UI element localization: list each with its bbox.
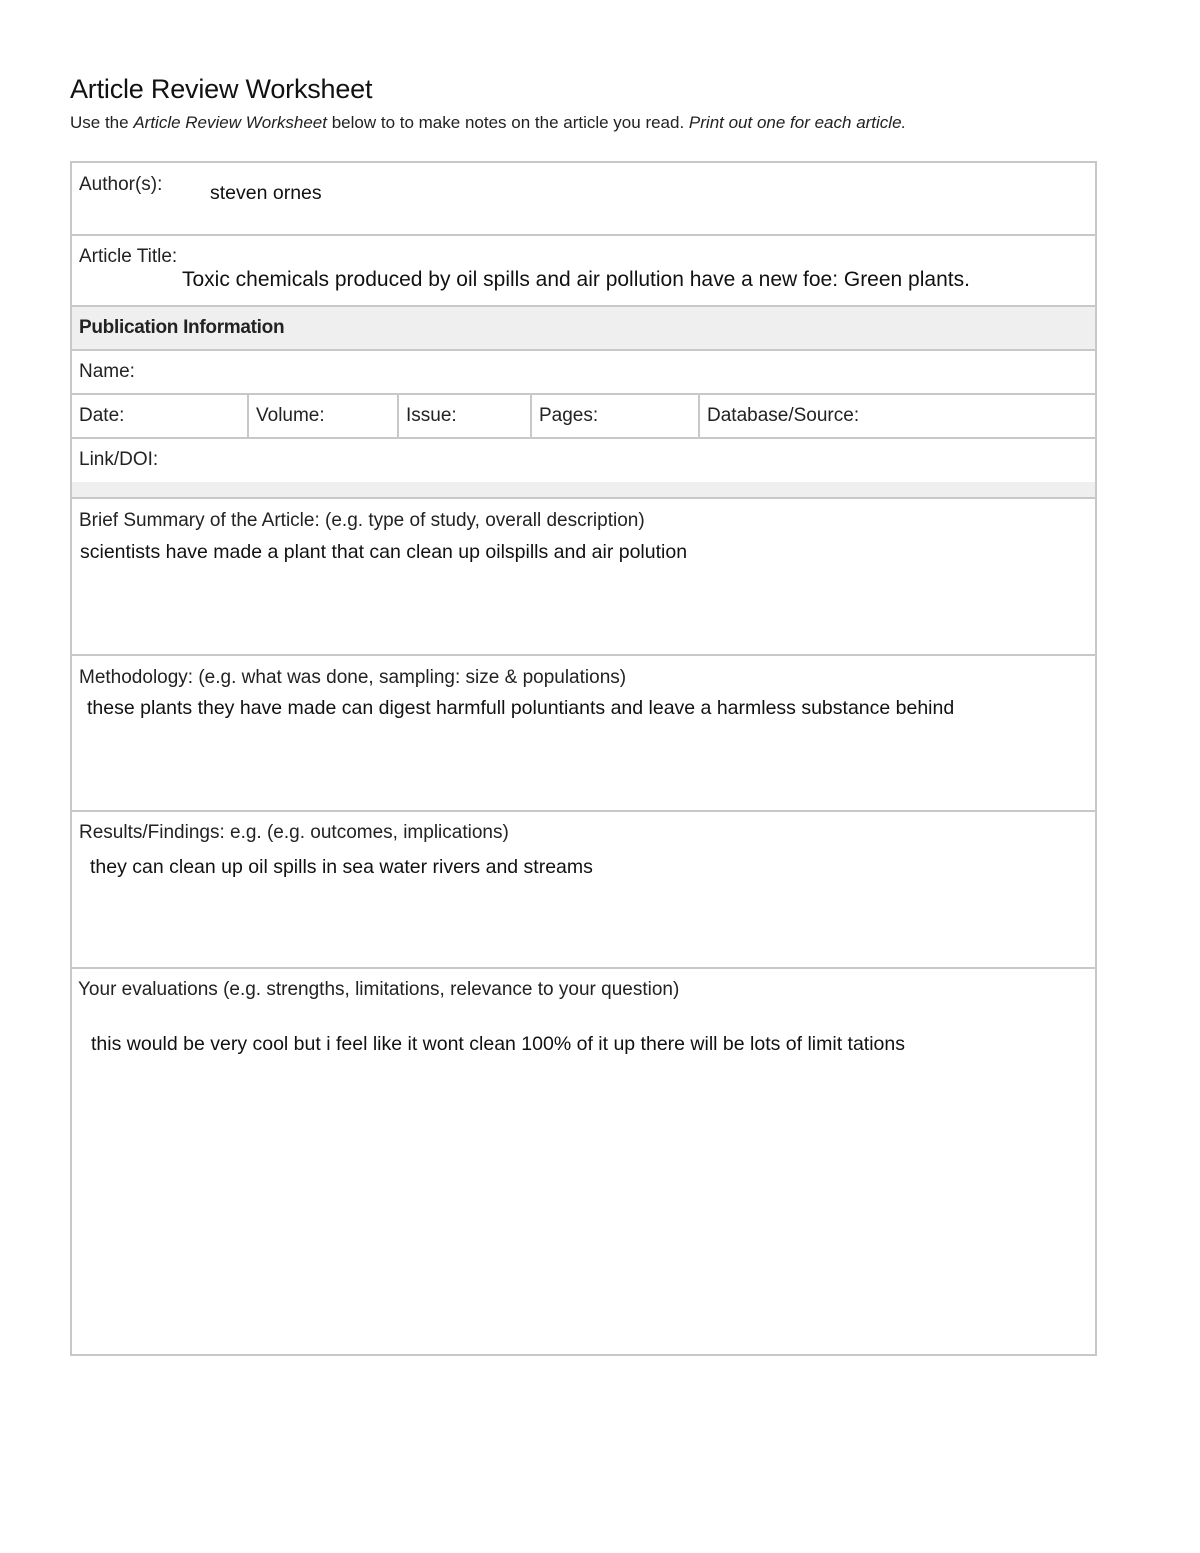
summary-section[interactable]: [72, 499, 1095, 656]
issue-label: Issue:: [406, 405, 457, 426]
instructions-worksheet-name: Article Review Worksheet: [133, 113, 327, 132]
publication-info-heading: Publication Information: [79, 317, 285, 338]
authors-label: Author(s):: [79, 174, 163, 195]
evaluations-label: Your evaluations (e.g. strengths, limitations, relevance to your question): [78, 979, 680, 1000]
issue-cell[interactable]: [399, 395, 532, 437]
link-doi-row[interactable]: [72, 439, 1095, 482]
name-label: Name:: [79, 361, 135, 382]
volume-label: Volume:: [256, 405, 325, 426]
date-label: Date:: [79, 405, 125, 426]
pages-cell[interactable]: [532, 395, 700, 437]
authors-value[interactable]: steven ornes: [210, 182, 322, 204]
evaluations-section[interactable]: [72, 969, 1095, 1354]
page-instructions: [70, 113, 906, 133]
methodology-section[interactable]: [72, 656, 1095, 812]
methodology-value[interactable]: these plants they have made can digest harmfull poluntiants and leave a harmless substance behind: [87, 697, 955, 719]
summary-value[interactable]: scientists have made a plant that can clean up oilspills and air polution: [80, 541, 688, 563]
publication-info-header: [72, 307, 1095, 351]
authors-row[interactable]: [72, 163, 1095, 236]
section-divider: [72, 482, 1095, 499]
article-title-label: Article Title:: [79, 246, 178, 267]
instructions-part-2: below to to make notes on the article you read.: [326, 113, 689, 132]
worksheet-table: [70, 161, 1097, 1356]
evaluations-value[interactable]: this would be very cool but i feel like it wont clean 100% of it up there will be lots of limit tations: [91, 1033, 905, 1055]
publication-details-row: [72, 395, 1095, 439]
results-value[interactable]: they can clean up oil spills in sea water rivers and streams: [90, 856, 593, 878]
volume-cell[interactable]: [249, 395, 399, 437]
database-source-cell[interactable]: [700, 395, 1095, 437]
pages-label: Pages:: [539, 405, 599, 426]
page-title: Article Review Worksheet: [70, 74, 373, 104]
link-doi-label: Link/DOI:: [79, 449, 159, 470]
database-source-label: Database/Source:: [707, 405, 860, 426]
methodology-label: Methodology: (e.g. what was done, sampling: size & populations): [79, 667, 627, 688]
name-row[interactable]: [72, 351, 1095, 395]
date-cell[interactable]: [72, 395, 249, 437]
instructions-print-note: Print out one for each article.: [688, 113, 907, 132]
results-label: Results/Findings: e.g. (e.g. outcomes, implications): [79, 822, 509, 843]
results-section[interactable]: [72, 812, 1095, 969]
instructions-part-1: Use the: [70, 113, 134, 132]
article-title-row[interactable]: [72, 236, 1095, 307]
article-title-value[interactable]: Toxic chemicals produced by oil spills and air pollution have a new foe: Green plants.: [182, 268, 970, 291]
summary-label: Brief Summary of the Article: (e.g. type of study, overall description): [79, 510, 645, 531]
